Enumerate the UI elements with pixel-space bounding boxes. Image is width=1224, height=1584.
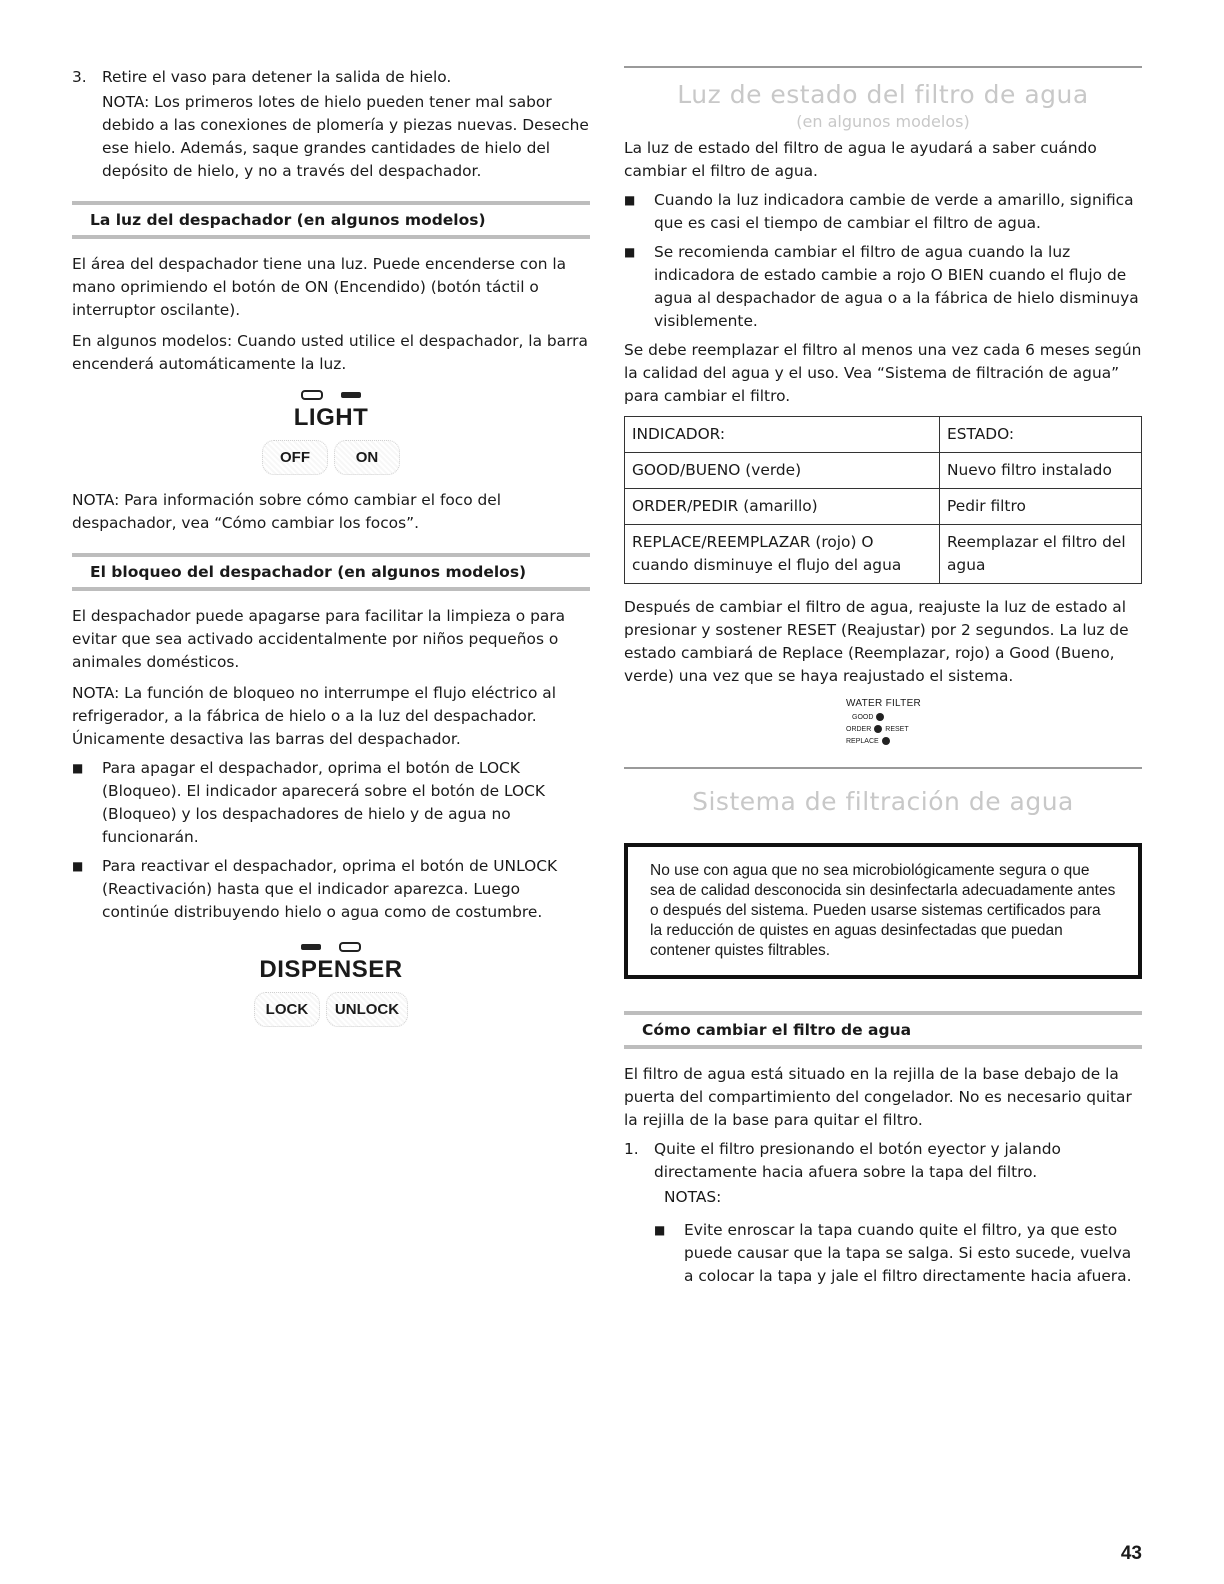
- step-3-text: Retire el vaso para detener la salida de hielo.: [102, 68, 452, 86]
- list-item: [72, 855, 590, 924]
- bullet-icon: ■: [624, 245, 636, 259]
- notas-label: NOTAS:: [664, 1188, 722, 1206]
- table-row: [625, 489, 1142, 525]
- order-label: ORDER: [846, 725, 872, 733]
- left-column: [72, 66, 590, 1041]
- light-control-figure: [72, 390, 590, 475]
- lock-indicator-icon: [301, 944, 321, 950]
- good-label: GOOD: [852, 713, 874, 721]
- table-cell: ORDER/PEDIR (amarillo): [625, 489, 940, 525]
- order-indicator: [846, 725, 1142, 733]
- table-header-row: [625, 417, 1142, 453]
- status-table: [624, 416, 1142, 584]
- on-indicator-icon: [341, 392, 361, 398]
- light-section-heading: La luz del despachador (en algunos modelos): [72, 201, 590, 239]
- bullet-icon: ■: [72, 859, 84, 873]
- light-indicators: [72, 390, 590, 400]
- dispenser-indicators: [72, 942, 590, 952]
- step-3-note: NOTA: Los primeros lotes de hielo pueden tener mal sabor debido a las conexiones de plomería y piezas nuevas. Deseche ese hielo. Además, saque grandes cantidades de hielo del depósito de hielo, y no a través del despachador.: [102, 93, 589, 180]
- after-table-paragraph: Después de cambiar el filtro de agua, reajuste la luz de estado al presionar y sostener RESET (Reajustar) por 2 segundos. La luz de estado cambiará de Replace (Reemplazar, rojo) a Good (Bueno, verde) una vez que se haya reajustado el sistema.: [624, 598, 1129, 685]
- reset-label: RESET: [885, 725, 909, 733]
- light-label: LIGHT: [293, 404, 369, 431]
- light-paragraph-1: El área del despachador tiene una luz. Puede encenderse con la mano oprimiendo el botón de ON (Encendido) (botón táctil o interruptor oscilante).: [72, 255, 567, 319]
- table-cell: Pedir filtro: [940, 489, 1142, 525]
- bullet-icon: ■: [654, 1223, 666, 1237]
- table-header: INDICADOR:: [625, 417, 940, 453]
- change-filter-heading: Cómo cambiar el filtro de agua: [624, 1011, 1142, 1049]
- filter-status-intro: La luz de estado del filtro de agua le ayudará a saber cuándo cambiar el filtro de agua.: [624, 139, 1097, 180]
- list-item: [72, 757, 590, 849]
- lock-button: LOCK: [254, 992, 320, 1027]
- step-number: 3.: [72, 68, 87, 86]
- status-bullet-1: Cuando la luz indicadora cambie de verde a amarillo, significa que es casi el tiempo de cambiar el filtro de agua.: [654, 191, 1134, 232]
- replace-label: REPLACE: [846, 737, 879, 745]
- table-row: [625, 453, 1142, 489]
- nota-1: Evite enroscar la tapa cuando quite el filtro, ya que esto puede causar que la tapa se salga. Si esto sucede, vuelva a colocar la tapa y jale el filtro directamente hacia afuera.: [684, 1221, 1132, 1285]
- filter-status-title: Luz de estado del filtro de agua: [677, 80, 1089, 109]
- replace-light-icon: [882, 737, 890, 745]
- good-indicator: [846, 713, 1142, 721]
- step-1-text: Quite el filtro presionando el botón eyector y jalando directamente hacia afuera sobre la tapa del filtro.: [654, 1140, 1061, 1181]
- table-header: ESTADO:: [940, 417, 1142, 453]
- water-filter-indicator-figure: [846, 698, 1142, 745]
- divider: [624, 66, 1142, 68]
- table-cell: GOOD/BUENO (verde): [625, 453, 940, 489]
- filter-status-subtitle: (en algunos modelos): [796, 112, 970, 131]
- light-paragraph-2: En algunos modelos: Cuando usted utilice el despachador, la barra encenderá automáticamente la luz.: [72, 332, 588, 373]
- lock-section-heading: El bloqueo del despachador (en algunos modelos): [72, 553, 590, 591]
- bullet-icon: ■: [624, 193, 636, 207]
- lock-paragraph-2: NOTA: La función de bloqueo no interrumpe el flujo eléctrico al refrigerador, a la fábrica de hielo o a la luz del despachador. Únicamente desactiva las barras del despachador.: [72, 684, 557, 748]
- bullet-icon: ■: [72, 761, 84, 775]
- list-item: [624, 241, 1142, 333]
- lock-bullet-1: Para apagar el despachador, oprima el botón de LOCK (Bloqueo). El indicador aparecerá sobre el botón de LOCK (Bloqueo) y los despachadores de hielo y de agua no funcionarán.: [102, 759, 545, 846]
- warning-box: No use con agua que no sea microbiológicamente segura o que sea de calidad desconocida sin desinfectarla adecuadamente antes o después del sistema. Pueden usarse sistemas certificados para la reducción de quistes en aguas desinfectadas que puedan contener quistes filtrables.: [624, 843, 1142, 979]
- table-cell: Nuevo filtro instalado: [940, 453, 1142, 489]
- table-cell: REPLACE/REEMPLAZAR (rojo) O cuando disminuye el flujo del agua: [625, 525, 940, 584]
- divider: [624, 767, 1142, 769]
- water-filter-title: WATER FILTER: [846, 698, 922, 709]
- order-light-icon: [874, 725, 882, 733]
- light-note: NOTA: Para información sobre cómo cambiar el foco del despachador, vea “Cómo cambiar los focos”.: [72, 491, 502, 532]
- replace-indicator: [846, 737, 1142, 745]
- unlock-button: UNLOCK: [326, 992, 408, 1027]
- table-cell: Reemplazar el filtro del agua: [940, 525, 1142, 584]
- lock-paragraph-1: El despachador puede apagarse para facilitar la limpieza o para evitar que sea activado accidentalmente por niños pequeños o animales domésticos.: [72, 607, 566, 671]
- right-column: [624, 66, 1142, 1294]
- filter-system-title: Sistema de filtración de agua: [692, 787, 1074, 816]
- light-off-button: OFF: [262, 440, 328, 475]
- lock-bullet-2: Para reactivar el despachador, oprima el botón de UNLOCK (Reactivación) hasta que el indicador aparezca. Luego continúe distribuyendo hielo o agua como de costumbre.: [102, 857, 558, 921]
- off-indicator-icon: [301, 390, 323, 400]
- table-row: [625, 525, 1142, 584]
- good-light-icon: [876, 713, 884, 721]
- step-3: [72, 66, 590, 183]
- filter-status-paragraph-2: Se debe reemplazar el filtro al menos una vez cada 6 meses según la calidad del agua y el uso. Vea “Sistema de filtración de agua” para cambiar el filtro.: [624, 341, 1142, 405]
- page-number: 43: [1120, 1543, 1142, 1564]
- dispenser-label: DISPENSER: [259, 956, 403, 983]
- status-bullet-2: Se recomienda cambiar el filtro de agua cuando la luz indicadora de estado cambie a rojo O BIEN cuando el flujo de agua al despachador de agua o a la fábrica de hielo disminuya visiblemente.: [654, 243, 1139, 330]
- step-number: 1.: [624, 1140, 639, 1158]
- list-item: [624, 189, 1142, 235]
- list-item: [654, 1219, 1142, 1288]
- change-filter-paragraph: El filtro de agua está situado en la rejilla de la base debajo de la puerta del compartimiento del congelador. No es necesario quitar la rejilla de la base para quitar el filtro.: [624, 1065, 1132, 1129]
- light-on-button: ON: [334, 440, 400, 475]
- step-1: [624, 1138, 1142, 1184]
- unlock-indicator-icon: [339, 942, 361, 952]
- dispenser-control-figure: [72, 942, 590, 1027]
